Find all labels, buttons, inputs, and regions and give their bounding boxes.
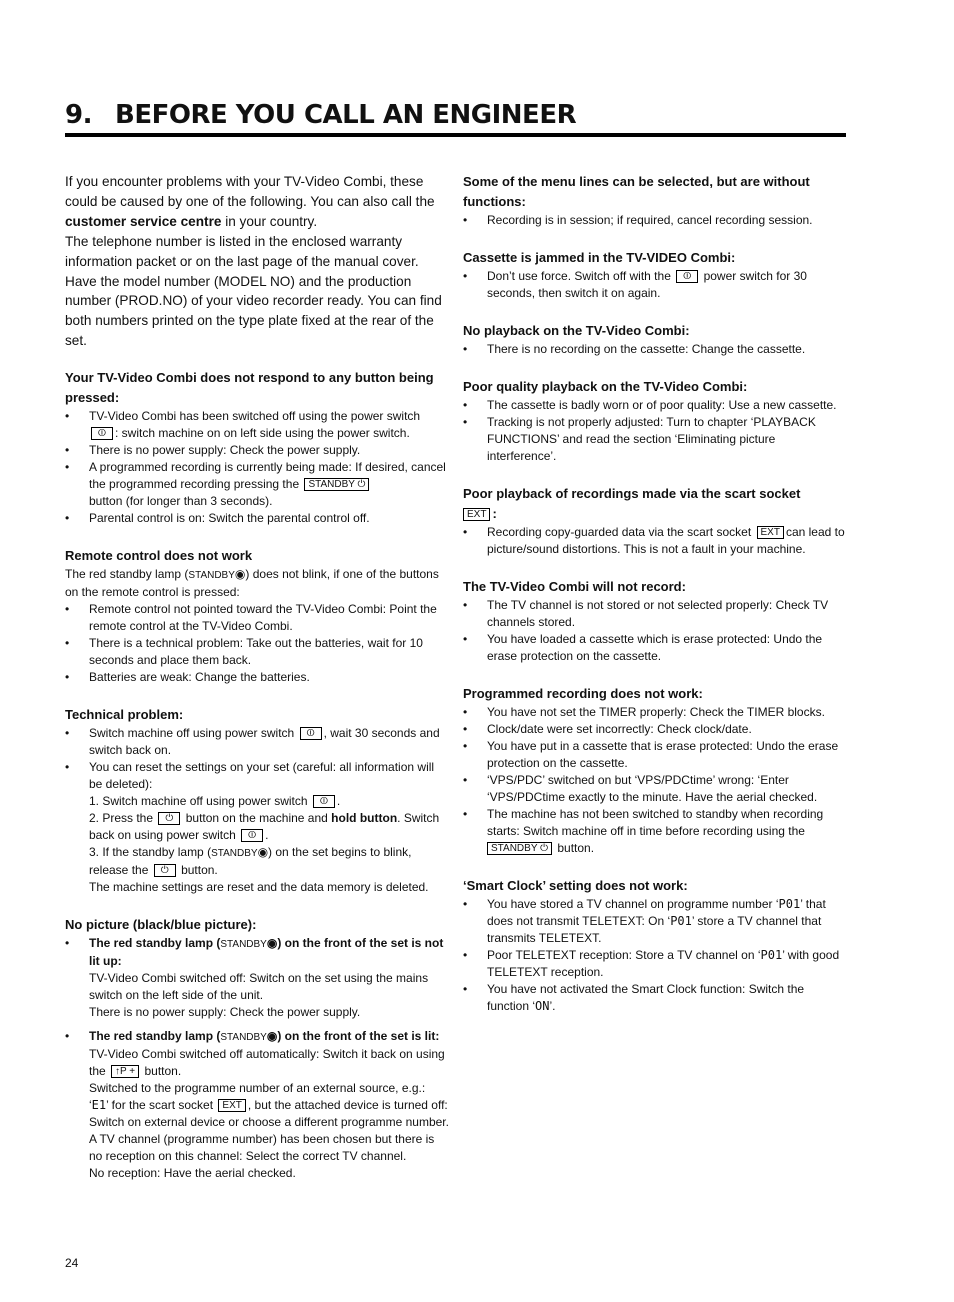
item-line: There is no power supply: Check the power supply. — [89, 1005, 361, 1020]
intro-text-a: If you encounter problems with your TV-Video Combi, these could be caused by one of the following. You can also call the — [65, 174, 435, 209]
display-code: ON — [535, 999, 550, 1013]
display-code: P01 — [778, 897, 801, 911]
section-cassette-jammed — [463, 248, 845, 302]
chapter-title: BEFORE YOU CALL AN ENGINEER — [115, 100, 577, 130]
item-text: ) on the front of the set is not lit up: — [89, 936, 444, 969]
section-title: ‘Smart Clock’ setting does not work: — [463, 878, 688, 893]
item-text: You can reset the settings on your set (careful: all information will be deleted): — [89, 760, 435, 792]
item-text: . — [265, 828, 269, 843]
item-text: button (for longer than 3 seconds). — [89, 494, 273, 509]
section-no-playback — [463, 321, 845, 358]
item-text: A programmed recording is currently being made: If desired, cancel the programmed recording pressing the — [89, 460, 446, 492]
item-text: Switch machine off using power switch — [89, 726, 295, 741]
standby-label: STANDBY — [220, 939, 267, 951]
standby-lamp-icon: ◉ — [266, 936, 278, 951]
power-switch-icon: ⏼ — [91, 427, 113, 440]
ext-socket-icon: EXT — [757, 526, 784, 539]
intro-text — [65, 172, 449, 351]
list-item: • You have not set the TIMER properly: Check the TIMER blocks. — [463, 704, 845, 721]
list-item — [463, 268, 845, 302]
reset-step-1 — [89, 793, 449, 810]
list-item: • Recording is in session; if required, cancel recording session. — [463, 212, 845, 229]
item-text: button. — [144, 1064, 182, 1079]
list-item — [65, 935, 449, 1021]
ext-socket-icon: EXT — [463, 508, 490, 521]
intro-paragraph-1 — [65, 172, 449, 232]
item-text: ’. — [549, 999, 556, 1013]
item-text: Don’t use force. Switch off with the — [487, 269, 671, 283]
section-title — [463, 484, 845, 524]
section-no-response — [65, 368, 449, 527]
section-title: Programmed recording does not work: — [463, 686, 703, 701]
reset-step-3 — [89, 844, 449, 879]
bullet-list — [463, 704, 845, 857]
item-text: TV-Video Combi switched off automatically: Switch it back on using the — [89, 1047, 445, 1079]
list-item — [65, 725, 449, 759]
item-bold: hold button — [331, 811, 398, 826]
list-item: • You have put in a cassette that is erase protected: Undo the erase protection on the cassette. — [463, 738, 845, 772]
list-item: • There is no recording on the cassette: Change the cassette. — [463, 341, 845, 358]
list-item: • ‘VPS/PDC’ switched on but ‘VPS/PDCtime’ wrong: ‘Enter ‘VPS/PDCtime exactly to the minute. Have the aerial checked. — [463, 772, 845, 806]
section-will-not-record — [463, 577, 845, 665]
bullet-list — [65, 601, 449, 686]
power-switch-icon: ⏼ — [241, 829, 263, 842]
item-text: can lead to picture/sound distortions. This is not a fault in your machine. — [487, 525, 845, 556]
power-switch-icon: ⏼ — [300, 727, 322, 740]
standby-label: STANDBY — [188, 570, 235, 582]
item-text: , but the attached device is turned off: Switch on external device or choose a different programme number. — [89, 1098, 449, 1130]
item-text: The red standby lamp ( — [89, 1029, 221, 1044]
item-text: button. — [181, 863, 218, 878]
standby-label: STANDBY — [211, 848, 258, 860]
reset-note: The machine settings are reset and the data memory is deleted. — [89, 880, 429, 895]
section-programmed-recording — [463, 684, 845, 857]
section-poor-playback — [463, 377, 845, 465]
item-line: TV-Video Combi switched off: Switch on the set using the mains switch on the left side of the unit. — [89, 971, 429, 1003]
section-title: The TV-Video Combi will not record: — [463, 579, 686, 594]
standby-lamp-icon: ◉ — [234, 567, 246, 582]
power-switch-icon: ⏼ — [313, 795, 335, 808]
list-item: • Clock/date were set incorrectly: Check clock/date. — [463, 721, 845, 738]
list-item: • The TV channel is not stored or not selected properly: Check TV channels stored. — [463, 597, 845, 631]
list-item — [463, 806, 845, 857]
item-text: TV-Video Combi has been switched off using the power switch — [89, 409, 421, 424]
chapter-number: 9. — [65, 100, 92, 130]
item-text: button. — [557, 841, 595, 855]
list-item — [65, 759, 449, 896]
list-item — [463, 981, 845, 1015]
item-line — [89, 1097, 449, 1131]
item-text: . — [336, 794, 341, 809]
list-item — [463, 896, 845, 947]
list-item — [65, 459, 449, 510]
item-text: The red standby lamp ( — [65, 567, 189, 582]
item-text: button on the machine and — [185, 811, 328, 826]
item-text: ) does not blink, if one of the buttons on the remote control is pressed: — [65, 567, 439, 600]
power-switch-icon: ⏼ — [676, 270, 698, 283]
item-text: ’ that does not transmit TELETEXT: On ‘ — [487, 897, 826, 928]
bullet-list — [463, 597, 845, 665]
section-technical-problem — [65, 705, 449, 896]
list-item: • There is no power supply: Check the power supply. — [65, 442, 449, 459]
bullet-list — [463, 524, 845, 558]
bullet-list — [463, 341, 845, 358]
list-item — [65, 408, 449, 442]
item-text: 1. Switch machine off using power switch — [89, 794, 308, 809]
item-text: You have not activated the Smart Clock function: Switch the function ‘ — [487, 982, 805, 1013]
section-title: Cassette is jammed in the TV-VIDEO Combi: — [463, 250, 736, 265]
section-intro — [65, 566, 449, 601]
item-line — [89, 1046, 449, 1080]
bullet-list — [65, 408, 449, 527]
list-item: • Batteries are weak: Change the batteries. — [65, 669, 449, 686]
page-heading — [65, 98, 846, 132]
programme-up-button-icon: ↑P + — [111, 1065, 139, 1078]
item-text: Poor playback of recordings made via the scart socket — [463, 486, 801, 501]
left-column — [65, 172, 449, 1201]
section-smart-clock — [463, 876, 845, 1015]
list-item: • Remote control not pointed toward the TV-Video Combi: Point the remote control at the TV-Video Combi. — [65, 601, 449, 635]
standby-lamp-icon: ◉ — [257, 845, 269, 860]
item-text: : — [492, 506, 497, 521]
section-title: Some of the menu lines can be selected, but are without functions: — [463, 174, 810, 209]
list-item: • Parental control is on: Switch the parental control off. — [65, 510, 449, 527]
section-title: No playback on the TV-Video Combi: — [463, 323, 690, 338]
section-remote-control — [65, 546, 449, 686]
item-text: Recording copy-guarded data via the scart socket — [487, 525, 752, 539]
standby-button-icon: STANDBY ⏻ — [487, 842, 552, 855]
section-title: Technical problem: — [65, 707, 184, 723]
item-text: ’ for the scart socket — [106, 1098, 214, 1113]
item-text: power switch for 30 seconds, then switch it on again. — [487, 269, 807, 300]
bullet-list — [65, 935, 449, 1182]
intro-text-b: in your country. — [221, 213, 318, 229]
section-title: No picture (black/blue picture): — [65, 917, 257, 933]
list-item — [463, 947, 845, 981]
right-column — [463, 172, 845, 1034]
list-item: • Tracking is not properly adjusted: Turn to chapter ‘PLAYBACK FUNCTIONS’ and read the section ‘Eliminating picture interference’. — [463, 414, 845, 465]
display-code: P01 — [760, 948, 783, 962]
item-text: 2. Press the — [89, 811, 154, 826]
item-line: Switched to the programme number of an external source, e.g.: — [89, 1081, 426, 1096]
display-code: E1 — [91, 1098, 107, 1113]
item-text: The red standby lamp ( — [89, 936, 221, 951]
item-bold — [89, 1029, 439, 1043]
list-item: • You have loaded a cassette which is erase protected: Undo the erase protection on the cassette. — [463, 631, 845, 665]
item-line: No reception: Have the aerial checked. — [89, 1166, 296, 1181]
item-text: Poor TELETEXT reception: Store a TV channel on ‘ — [487, 948, 761, 962]
ext-socket-icon: EXT — [218, 1099, 245, 1112]
item-text: ) on the front of the set is lit: — [277, 1029, 440, 1044]
power-button-icon: ⏻ — [158, 812, 180, 825]
item-text: The machine has not been switched to standby when recording starts: Switch machine off in time before recording using the — [487, 807, 824, 838]
display-code: P01 — [670, 914, 692, 928]
section-menu-lines — [463, 172, 845, 229]
section-title: Poor quality playback on the TV-Video Combi: — [463, 379, 748, 394]
reset-step-2 — [89, 810, 449, 844]
list-item: • The cassette is badly worn or of poor quality: Use a new cassette. — [463, 397, 845, 414]
bullet-list — [463, 397, 845, 465]
intro-paragraph-2: The telephone number is listed in the enclosed warranty information packet or on the last page of the manual cover. Have the model number (MODEL NO) and the production number (PROD.NO) of your video recorder ready. You can find both numbers printed on the type plate fixed at the rear of the set. — [65, 233, 442, 349]
section-title: Your TV-Video Combi does not respond to any button being pressed: — [65, 370, 434, 406]
item-text: : switch machine on on left side using the power switch. — [115, 426, 410, 441]
item-text: . Switch back on using power switch — [89, 811, 440, 843]
bullet-list — [463, 896, 845, 1015]
item-text: ’ store a TV channel that transmits TELETEXT. — [487, 914, 822, 945]
item-bold — [89, 936, 443, 968]
item-text: , wait 30 seconds and switch back on. — [89, 726, 440, 758]
intro-bold: customer service centre — [65, 213, 222, 229]
bullet-list — [463, 268, 845, 302]
list-item — [65, 1028, 449, 1182]
item-text: ‘ — [89, 1098, 92, 1113]
page-number: 24 — [65, 1256, 79, 1270]
section-title: Remote control does not work — [65, 548, 253, 564]
item-text: ’ with good TELETEXT reception. — [487, 948, 840, 979]
standby-button-icon: STANDBY ⏻ — [304, 478, 369, 491]
bullet-list — [463, 212, 845, 229]
standby-lamp-icon: ◉ — [266, 1029, 278, 1044]
standby-label: STANDBY — [220, 1032, 267, 1044]
power-button-icon: ⏻ — [154, 864, 176, 877]
list-item: • There is a technical problem: Take out the batteries, wait for 10 seconds and place them back. — [65, 635, 449, 669]
section-no-picture — [65, 915, 449, 1182]
section-scart-playback — [463, 484, 845, 558]
item-text: ) on the set begins to blink, release the — [89, 845, 412, 878]
heading-rule — [65, 133, 846, 137]
bullet-list — [65, 725, 449, 896]
list-item — [463, 524, 845, 558]
item-text: You have stored a TV channel on programme number ‘ — [487, 897, 779, 911]
item-line: A TV channel (programme number) has been chosen but there is no reception on this channel: Select the correct TV channel. — [89, 1132, 435, 1164]
item-text: 3. If the standby lamp ( — [89, 845, 212, 860]
